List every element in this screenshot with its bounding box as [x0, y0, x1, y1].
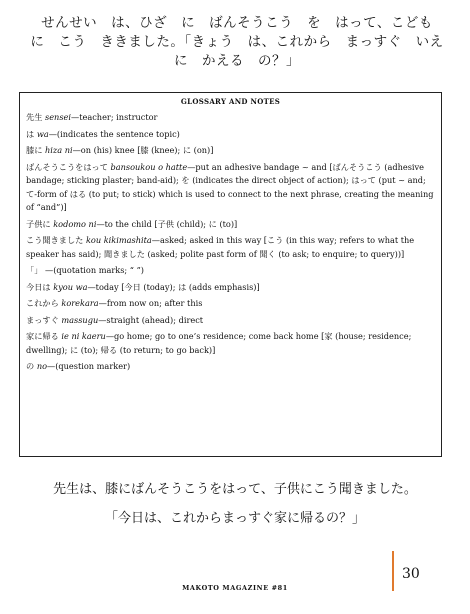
- entry-definition: —asked; asked in this way [こう (in this way; refers to what the speaker has said); 聞きました (asked; polite past form of 聞く (to ask; to enquire; to query))]: [26, 235, 415, 259]
- glossary-entry: [26, 360, 435, 374]
- entry-japanese: は: [26, 128, 35, 139]
- glossary-title: GLOSSARY AND NOTES: [180, 97, 281, 106]
- entry-japanese: 「」: [26, 265, 43, 275]
- glossary-entries: [26, 111, 435, 374]
- entry-japanese: 家に帰る: [26, 331, 59, 341]
- glossary-entry: [26, 144, 435, 158]
- entry-definition: —to the child [子供 (child); に (to)]: [96, 218, 238, 229]
- entry-romaji: ie ni kaeru: [61, 331, 106, 341]
- entry-romaji: bansoukou o hatte: [110, 161, 188, 172]
- glossary-entry: [26, 111, 435, 125]
- glossary-entry: [26, 218, 435, 232]
- entry-japanese: こう聞きました: [26, 235, 84, 245]
- page-accent-bar: [392, 551, 394, 591]
- entry-romaji: kyou wa: [53, 281, 88, 292]
- page-number: 30: [402, 566, 420, 582]
- entry-definition: —put an adhesive bandage ~ and [ばんそうこう (adhesive bandage; sticking plaster; band-aid); を (indicates the direct object of action); はって (put ~ and; て-form of はる (to put; to stick) which is used to connect to the next phrase, creating the meaning of “and”)]: [26, 161, 434, 212]
- entry-definition: —(quotation marks; “ ”): [45, 265, 144, 275]
- entry-japanese: これから: [26, 298, 59, 308]
- entry-definition: —on (his) knee [膝 (knee); に (on)]: [72, 145, 214, 155]
- entry-japanese: まっすぐ: [26, 314, 59, 325]
- glossary-entry: [26, 330, 435, 357]
- glossary-entry: [26, 234, 435, 261]
- entry-japanese: の: [26, 361, 35, 371]
- bottom-sentence-line-1: 先生は、膝にばんそうこうをはって、子供にこう聞きました。: [53, 482, 417, 497]
- entry-definition: —teacher; instructor: [71, 112, 158, 122]
- top-kana-sentence: せんせい は、ひざ に ばんそうこう を はって、こども に こう ききました。「きょう は、これから まっすぐ いえ に かえる の？」: [30, 15, 458, 69]
- entry-definition: —today [今日 (today); は (adds emphasis)]: [87, 281, 260, 292]
- entry-japanese: 今日は: [26, 281, 51, 292]
- entry-romaji: kou kikimashita: [85, 235, 152, 245]
- entry-definition: —straight (ahead); direct: [98, 314, 204, 325]
- magazine-footer: MAKOTO MAGAZINE #81: [182, 584, 288, 592]
- glossary-entry: [26, 264, 435, 278]
- glossary-entry: [26, 281, 435, 295]
- glossary-entry: [26, 161, 435, 215]
- entry-japanese: 子供に: [26, 218, 51, 229]
- entry-romaji: hiza ni: [45, 145, 73, 155]
- entry-definition: —go home; go to one’s residence; come back home [家 (house; residence; dwelling); に (to); 帰る (to return; to go back)]: [26, 331, 412, 355]
- entry-romaji: no: [36, 361, 48, 371]
- entry-japanese: 先生: [26, 112, 43, 122]
- entry-definition: —from now on; after this: [98, 298, 203, 308]
- entry-romaji: sensei: [45, 112, 71, 122]
- entry-definition: —(indicates the sentence topic): [48, 128, 180, 139]
- entry-japanese: ばんそうこうをはって: [26, 161, 108, 172]
- entry-romaji: korekara: [61, 298, 99, 308]
- glossary-entry: [26, 128, 435, 142]
- entry-romaji: massugu: [61, 314, 99, 325]
- glossary-entry: [26, 297, 435, 311]
- entry-romaji: wa: [36, 128, 49, 139]
- entry-definition: —(question marker): [47, 361, 131, 371]
- glossary-entry: [26, 314, 435, 328]
- glossary-box: [19, 92, 442, 457]
- bottom-sentence-line-2: 「今日は、これからまっすぐ家に帰るの？」: [104, 511, 365, 526]
- entry-romaji: kodomo ni: [53, 218, 97, 229]
- entry-japanese: 膝に: [26, 145, 43, 155]
